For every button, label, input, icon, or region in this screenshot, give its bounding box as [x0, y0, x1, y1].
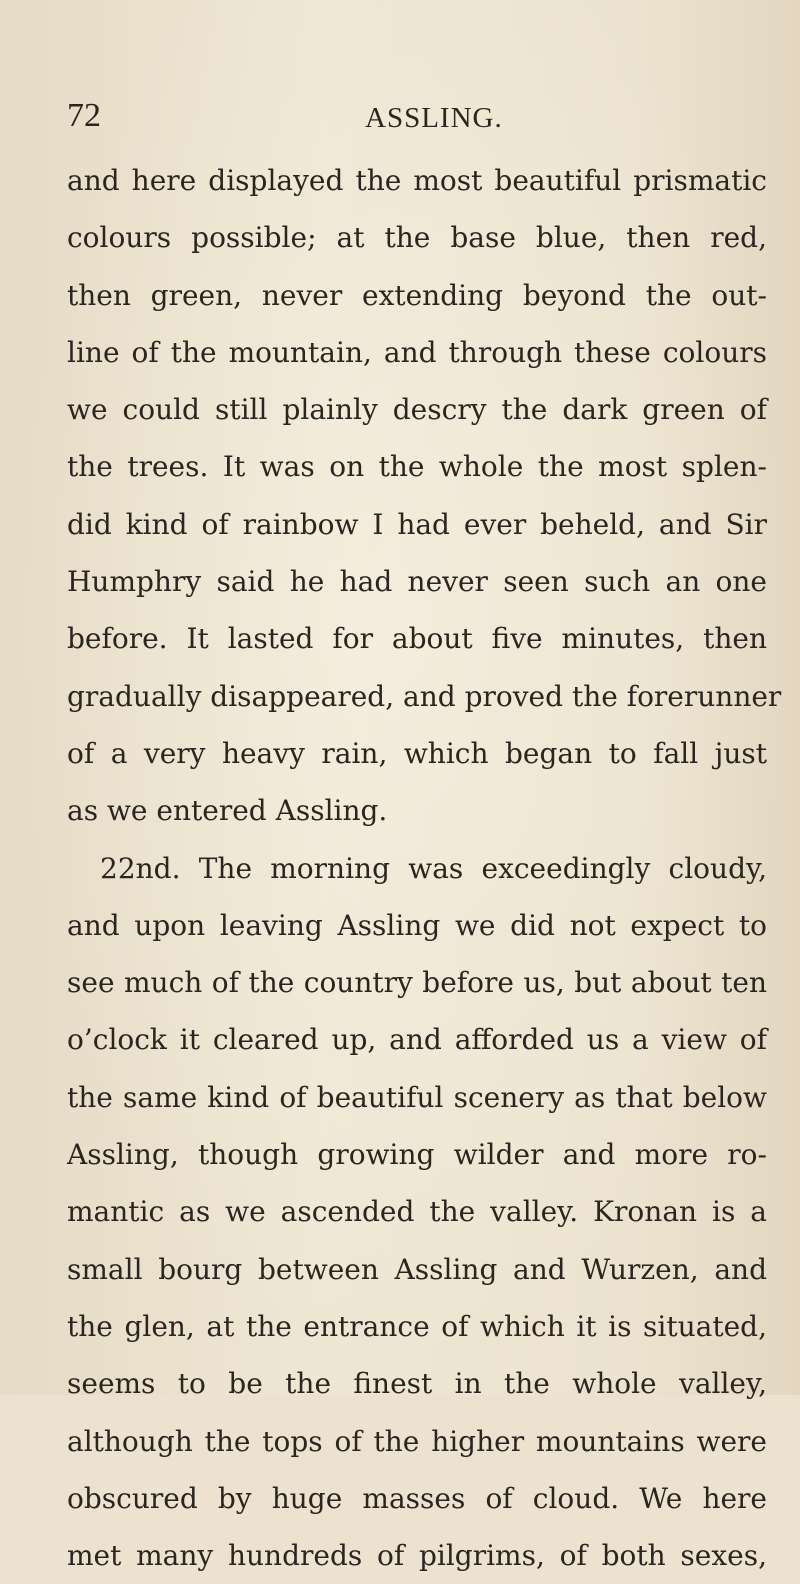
- text-line: and upon leaving Assling we did not expect to: [67, 908, 767, 942]
- text-line: colours possible; at the base blue, then red,: [67, 221, 767, 255]
- paragraph-start-line: 22nd. The morning was exceedingly cloudy,: [100, 851, 767, 885]
- body-text: [67, 152, 782, 1584]
- page-header: [67, 96, 767, 136]
- text-line: obscured by huge masses of cloud. We here: [67, 1481, 767, 1515]
- text-line: Assling, though growing wilder and more ro-: [67, 1138, 767, 1172]
- text-line: the same kind of beautiful scenery as that below: [67, 1080, 767, 1114]
- text-line: o’clock it cleared up, and afforded us a view of: [67, 1023, 767, 1057]
- text-line: the glen, at the entrance of which it is situated,: [67, 1309, 767, 1343]
- text-line: although the tops of the higher mountains were: [67, 1424, 767, 1458]
- text-line: gradually disappeared, and proved the forerunner: [67, 679, 782, 713]
- text-line: the trees. It was on the whole the most splen-: [67, 450, 767, 484]
- text-line: of a very heavy rain, which began to fall just: [67, 736, 767, 770]
- text-line: see much of the country before us, but about ten: [67, 966, 767, 1000]
- text-line: small bourg between Assling and Wurzen, and: [67, 1252, 767, 1286]
- text-line: we could still plainly descry the dark green of: [67, 393, 767, 427]
- text-line: as we entered Assling.: [67, 794, 388, 828]
- page-number: 72: [67, 97, 101, 134]
- text-line: before. It lasted for about five minutes, then: [67, 622, 767, 656]
- running-head: ASSLING.: [365, 102, 503, 134]
- text-line: Humphry said he had never seen such an one: [67, 565, 767, 599]
- text-line: did kind of rainbow I had ever beheld, and Sir: [67, 507, 767, 541]
- text-line: seems to be the finest in the whole valley,: [67, 1367, 767, 1401]
- text-line: and here displayed the most beautiful prismatic: [67, 164, 767, 197]
- text-line: then green, never extending beyond the out-: [67, 278, 767, 312]
- text-line: mantic as we ascended the valley. Kronan is a: [67, 1195, 767, 1229]
- text-line: line of the mountain, and through these colours: [67, 335, 767, 369]
- text-line: met many hundreds of pilgrims, of both sexes,: [67, 1539, 767, 1573]
